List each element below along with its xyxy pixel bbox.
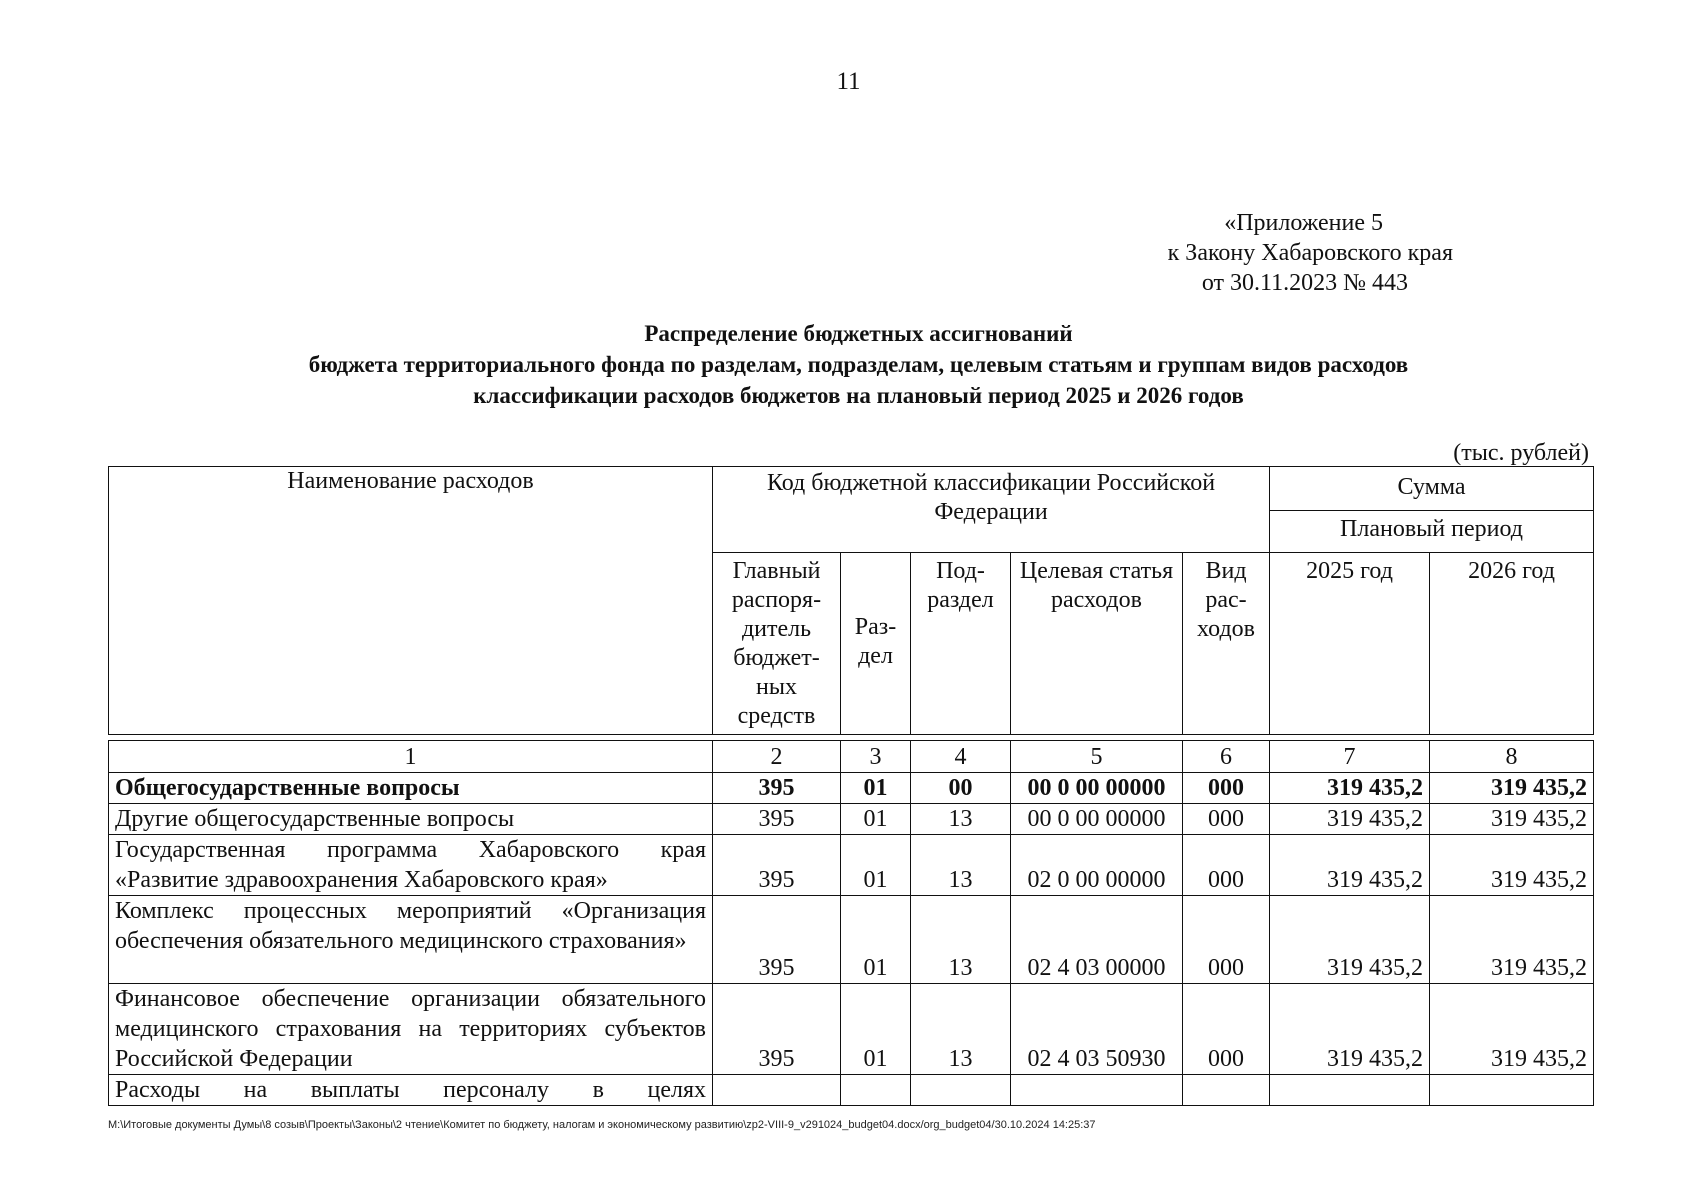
appendix-reference: [1168, 208, 1453, 298]
column-index: 4: [911, 741, 1011, 773]
row-sum-2025: 319 435,2: [1270, 804, 1430, 835]
column-index: 2: [713, 741, 841, 773]
row-expense-type: 000: [1183, 896, 1270, 984]
row-sum-2025: 319 435,2: [1270, 984, 1430, 1075]
row-expense-type: 000: [1183, 984, 1270, 1075]
column-index: 3: [841, 741, 911, 773]
column-index: 5: [1011, 741, 1183, 773]
row-razdel: [841, 1075, 911, 1106]
table-row: [109, 1075, 1594, 1106]
row-sum-2026: 319 435,2: [1430, 896, 1594, 984]
row-name: Комплекс процессных мероприятий «Организация обеспечения обязательного медицинского страхования»: [109, 896, 713, 984]
column-index: 1: [109, 741, 713, 773]
appendix-line-3: от 30.11.2023 № 443: [1201, 270, 1408, 296]
row-target-article: 00 0 00 00000: [1011, 773, 1183, 804]
row-expense-type: 000: [1183, 804, 1270, 835]
row-name: Финансовое обеспечение организации обязательного медицинского страхования на территориях субъектов Российской Федерации: [109, 984, 713, 1075]
column-index-row: [109, 741, 1594, 773]
row-sum-2025: 319 435,2: [1270, 773, 1430, 804]
table-row: [109, 804, 1594, 835]
table-header: [108, 466, 1594, 735]
document-title: [180, 318, 1537, 411]
page-number: 11: [836, 68, 861, 95]
row-razdel: 01: [841, 984, 911, 1075]
row-sum-2025: 319 435,2: [1270, 835, 1430, 896]
header-sum-group: Сумма: [1270, 467, 1594, 511]
row-target-article: 00 0 00 00000: [1011, 804, 1183, 835]
budget-table: [108, 740, 1594, 1106]
title-line-2: бюджета территориального фонда по разделам, подразделам, целевым статьям и группам видов расходов: [308, 352, 1409, 377]
row-grbs: 395: [713, 896, 841, 984]
column-index: 8: [1430, 741, 1594, 773]
header-razdel: Раз-дел: [841, 553, 911, 735]
row-expense-type: 000: [1183, 835, 1270, 896]
row-podrazdel: [911, 1075, 1011, 1106]
row-grbs: 395: [713, 984, 841, 1075]
header-code-group: Код бюджетной классификации Российской Федерации: [713, 467, 1270, 553]
row-target-article: 02 0 00 00000: [1011, 835, 1183, 896]
row-razdel: 01: [841, 804, 911, 835]
row-podrazdel: 13: [911, 804, 1011, 835]
row-sum-2025: 319 435,2: [1270, 896, 1430, 984]
row-razdel: 01: [841, 773, 911, 804]
table-row: [109, 984, 1594, 1075]
row-sum-2026: [1430, 1075, 1594, 1106]
row-target-article: 02 4 03 50930: [1011, 984, 1183, 1075]
row-grbs: 395: [713, 835, 841, 896]
row-podrazdel: 00: [911, 773, 1011, 804]
row-expense-type: 000: [1183, 773, 1270, 804]
row-razdel: 01: [841, 896, 911, 984]
appendix-line-2: к Закону Хабаровского края: [1167, 240, 1453, 266]
row-podrazdel: 13: [911, 984, 1011, 1075]
row-name: Расходы на выплаты персоналу в целях: [109, 1075, 713, 1106]
file-path-footer: M:\Итоговые документы Думы\8 созыв\Проекты\Законы\2 чтение\Комитет по бюджету, налогам и экономическому развитию\zp2-VIII-9_v291024_budget04.docx/org_budget04/30.10.2024 14:25:37: [108, 1119, 1096, 1131]
header-target-article: Целевая статья расходов: [1011, 553, 1183, 735]
row-sum-2026: 319 435,2: [1430, 835, 1594, 896]
table-row: [109, 773, 1594, 804]
row-target-article: 02 4 03 00000: [1011, 896, 1183, 984]
row-name: Государственная программа Хабаровского края «Развитие здравоохранения Хабаровского края»: [109, 835, 713, 896]
row-grbs: [713, 1075, 841, 1106]
header-year-2025: 2025 год: [1270, 553, 1430, 735]
header-year-2026: 2026 год: [1430, 553, 1594, 735]
row-expense-type: [1183, 1075, 1270, 1106]
header-podrazdel: Под-раздел: [911, 553, 1011, 735]
row-name: Общегосударственные вопросы: [109, 773, 713, 804]
row-grbs: 395: [713, 773, 841, 804]
row-podrazdel: 13: [911, 896, 1011, 984]
table-row: [109, 835, 1594, 896]
title-line-3: классификации расходов бюджетов на плановый период 2025 и 2026 годов: [473, 383, 1244, 408]
column-index: 7: [1270, 741, 1430, 773]
row-sum-2025: [1270, 1075, 1430, 1106]
unit-label: (тыс. рублей): [1453, 440, 1589, 466]
appendix-line-1: «Приложение 5: [1224, 210, 1383, 236]
header-name: Наименование расходов: [109, 467, 713, 735]
row-razdel: 01: [841, 835, 911, 896]
row-sum-2026: 319 435,2: [1430, 804, 1594, 835]
header-grbs: Главный распоря-дитель бюджет-ных средств: [713, 553, 841, 735]
row-sum-2026: 319 435,2: [1430, 984, 1594, 1075]
row-name: Другие общегосударственные вопросы: [109, 804, 713, 835]
header-period: Плановый период: [1270, 511, 1594, 553]
row-sum-2026: 319 435,2: [1430, 773, 1594, 804]
row-grbs: 395: [713, 804, 841, 835]
row-podrazdel: 13: [911, 835, 1011, 896]
title-line-1: Распределение бюджетных ассигнований: [644, 321, 1073, 346]
table-row: [109, 896, 1594, 984]
row-target-article: [1011, 1075, 1183, 1106]
header-expense-type: Вид рас-ходов: [1183, 553, 1270, 735]
column-index: 6: [1183, 741, 1270, 773]
